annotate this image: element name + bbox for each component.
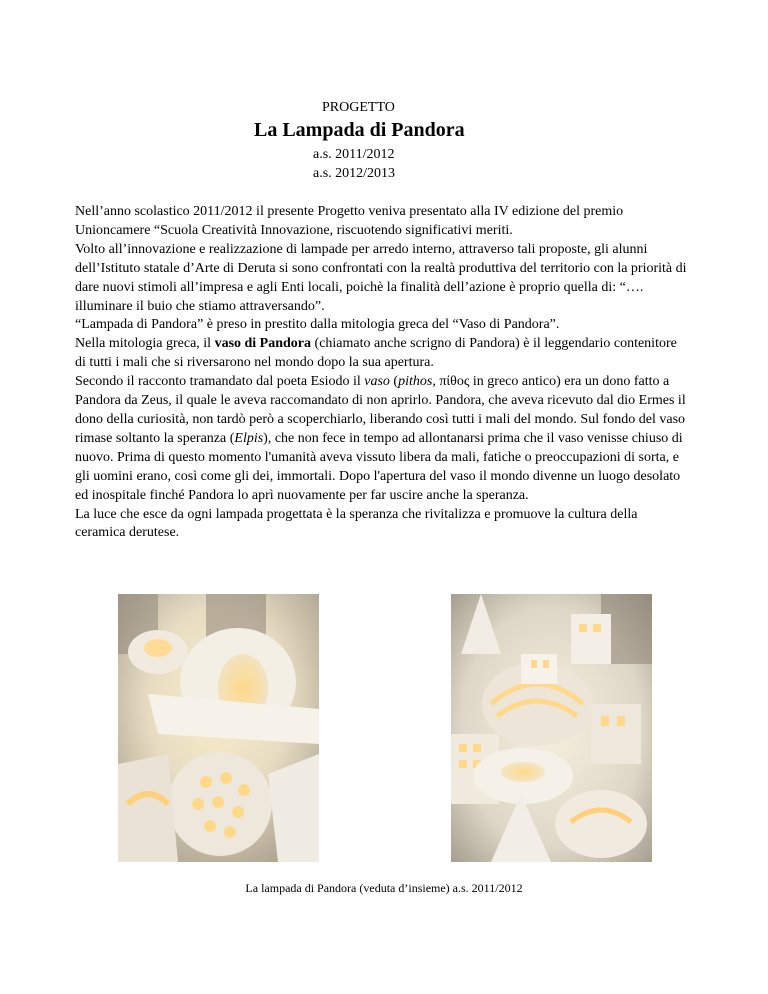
- mythology-bold-term: vaso di Pandora: [214, 336, 312, 352]
- esiodo-text-a: Secondo il racconto tramandato dal poeta Esiodo il: [75, 374, 365, 390]
- esiodo-italic-vaso: vaso: [364, 374, 390, 390]
- esiodo-text-b: (: [389, 374, 399, 390]
- esiodo-italic-elpis: Elpis: [234, 430, 264, 446]
- lamp-photo-right: [451, 594, 652, 862]
- photo-caption: La lampada di Pandora (veduta d’insieme) a.s. 2011/2012: [245, 881, 523, 895]
- esiodo-text-c: , πίθος in greco antico) era un dono fatto a Pandora da Zeus, il quale le aveva raccomandato di non aprirlo. Pandora, che aveva ricevuto dal dio Ermes il dono della curiosità, non tardò però a scoperchiarlo, liberando così tutti i mali del mondo. Sul fondo del vaso rimase soltanto la speranza (: [75, 374, 686, 446]
- paragraph-name-origin: “Lampada di Pandora” è preso in prestito dalla mitologia greca del “Vaso di Pandora”.: [75, 317, 560, 333]
- paragraph-award: Nell’anno scolastico 2011/2012 il presente Progetto veniva presentato alla IV edizione del premio Unioncamere “Scuola Creatività Innovazione, riscuotendo significativi meriti.: [75, 204, 624, 238]
- esiodo-italic-pithos: pithos: [398, 374, 433, 390]
- school-year-2: a.s. 2012/2013: [313, 166, 396, 181]
- esiodo-text-d: ), che non fece in tempo ad allontanarsi prima che il vaso venisse chiuso di nuovo. Prima di questo momento l'umanità aveva vissuto libera da mali, fatiche o preoccupazioni di sorta, e gli uomini erano, così come gli dei, immortali. Dopo l'apertura del vaso il mondo divenne un luogo desolato ed inospitale finché Pandora lo aprì nuovamente per far uscire anche la speranza.: [75, 430, 683, 503]
- body-text: [75, 203, 691, 543]
- paragraph-innovation: Volto all’innovazione e realizzazione di lampade per arredo interno, attraverso tali proposte, gli alunni dell’Istituto statale d’Arte di Deruta si sono confrontati con la realtà produttiva del territorio con la priorità di dare nuovi stimoli all’impresa e agli Enti locali, poichè la finalità dell’azione è proprio quella di: “…. illuminare il buio che stiamo attraversando”.: [75, 241, 687, 314]
- paragraph-mythology: [75, 335, 691, 373]
- lamp-photo-left: [118, 594, 319, 862]
- mythology-text-a: Nella mitologia greca, il: [75, 336, 215, 352]
- project-label: PROGETTO: [322, 100, 395, 115]
- school-year-1: a.s. 2011/2012: [313, 147, 395, 162]
- document-title: La Lampada di Pandora: [254, 119, 465, 141]
- paragraph-esiodo: [75, 373, 691, 505]
- paragraph-hope: La luce che esce da ogni lampada progettata è la speranza che rivitalizza e promuove la cultura della ceramica derutese.: [75, 506, 638, 541]
- mythology-text-b: (chiamato anche scrigno di Pandora) è il leggendario contenitore di tutti i mali che si riversarono nel mondo dopo la sua apertura.: [75, 336, 677, 371]
